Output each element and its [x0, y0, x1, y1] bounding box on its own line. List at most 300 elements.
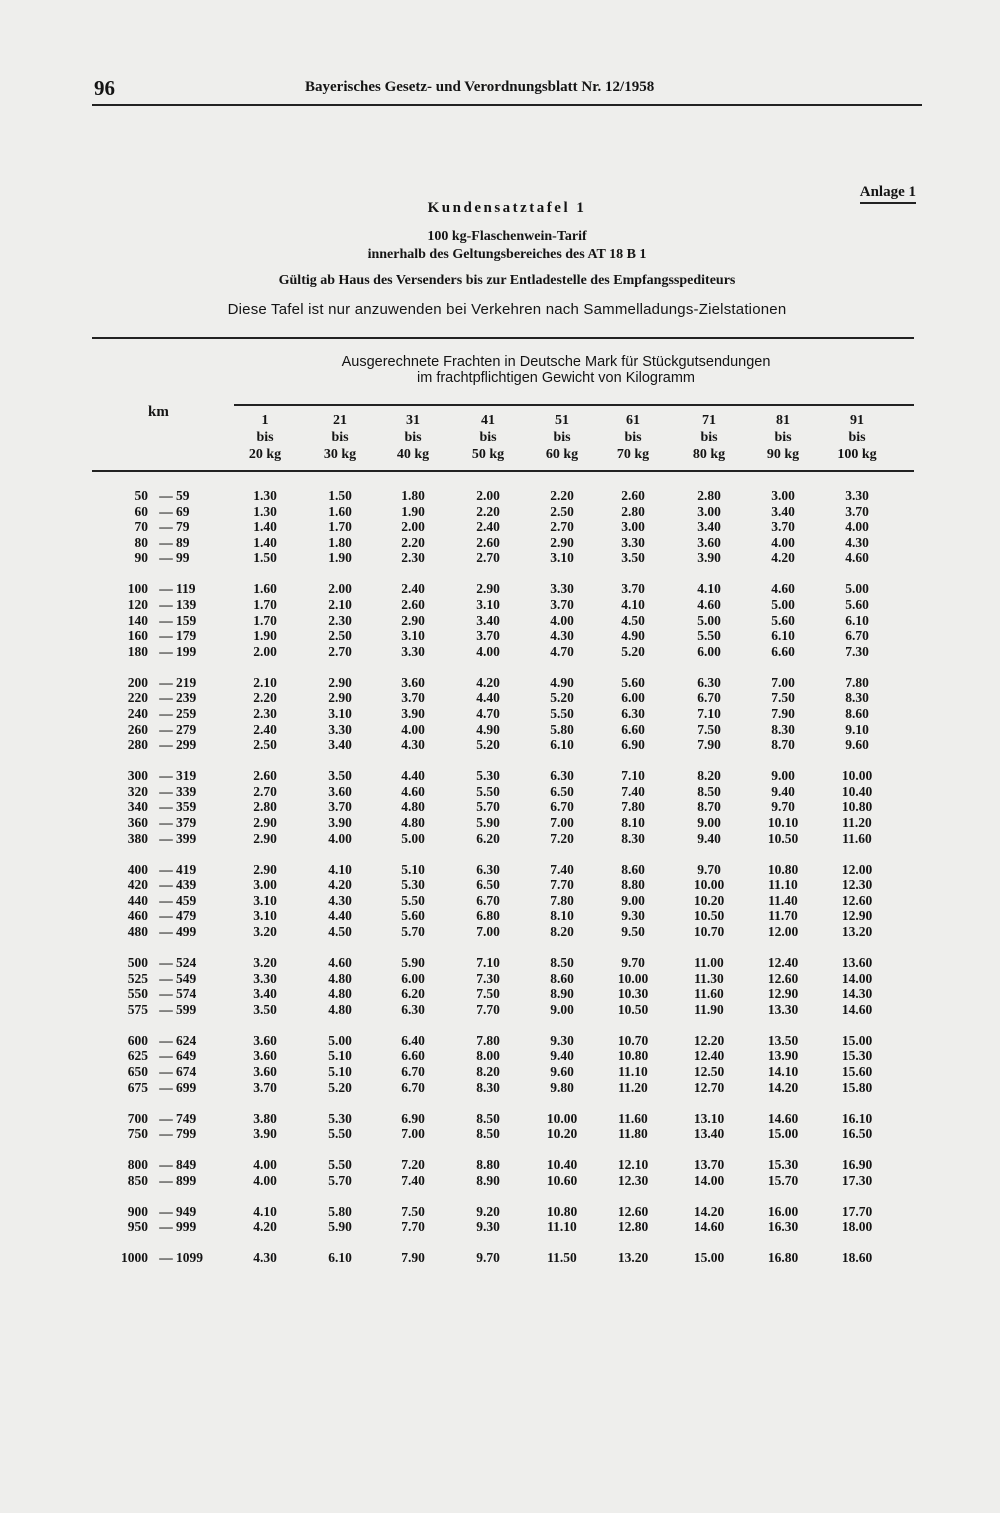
km-range-dash: —: [159, 674, 173, 690]
weight-column-header-bis: bis: [700, 430, 718, 445]
price-cell: 5.00: [771, 597, 795, 612]
price-cell: 5.30: [328, 1110, 352, 1126]
price-cell: 11.90: [694, 1001, 724, 1017]
km-range-dash: —: [159, 955, 173, 970]
price-cell: 6.90: [401, 1110, 425, 1126]
price-cell: 2.90: [253, 830, 277, 846]
price-cell: 7.80: [476, 1032, 500, 1048]
price-cell: 15.80: [841, 1079, 873, 1095]
price-cell: 13.90: [767, 1048, 799, 1064]
price-cell: 5.30: [401, 877, 425, 893]
km-from: 550: [127, 986, 148, 1002]
weight-column-header-from: 21: [333, 413, 347, 428]
price-cell: 14.20: [693, 1203, 725, 1219]
price-cell: 8.20: [476, 1064, 500, 1079]
price-cell: 3.40: [253, 986, 277, 1002]
price-cell: 6.50: [476, 877, 500, 893]
price-cell: 11.60: [842, 830, 872, 846]
km-to: 479: [176, 908, 197, 924]
price-cell: 7.30: [845, 643, 869, 659]
price-cell: 2.80: [621, 503, 645, 519]
km-from: 900: [127, 1203, 148, 1219]
price-cell: 14.20: [767, 1079, 799, 1095]
km-range-dash: —: [159, 970, 173, 986]
price-cell: 5.10: [401, 861, 425, 877]
price-cell: 3.60: [328, 783, 352, 799]
price-cell: 8.20: [697, 768, 721, 784]
weight-column-header-bis: bis: [479, 430, 497, 445]
price-cell: 1.50: [328, 488, 352, 503]
km-from: 440: [127, 892, 148, 908]
table-row: [0, 1048, 1000, 1064]
price-cell: 9.00: [697, 815, 721, 830]
km-from: 280: [127, 737, 148, 753]
km-range-dash: —: [159, 924, 173, 939]
table-row: [0, 1033, 1000, 1049]
km-to: 89: [176, 534, 190, 550]
price-cell: 5.90: [401, 955, 425, 970]
table-row: [0, 581, 1000, 597]
price-cell: 3.90: [253, 1126, 277, 1142]
weight-column-header: [305, 412, 375, 463]
price-cell: 4.40: [476, 690, 500, 706]
price-cell: 10.60: [546, 1172, 578, 1188]
weight-column-header-from: 51: [555, 413, 569, 428]
price-cell: 12.40: [693, 1048, 725, 1064]
km-to: 799: [176, 1126, 197, 1142]
price-cell: 5.90: [328, 1219, 352, 1235]
price-cell: 2.00: [401, 519, 425, 535]
price-cell: 7.90: [697, 737, 721, 753]
price-cell: 12.90: [841, 908, 873, 924]
price-cell: 4.40: [328, 908, 352, 924]
km-range-dash: —: [159, 877, 173, 893]
weight-column-header-from: 41: [481, 413, 495, 428]
header-bottom-rule: [92, 470, 914, 472]
weight-column-header-bis: bis: [256, 430, 274, 445]
price-cell: 4.00: [401, 721, 425, 737]
km-range-dash: —: [159, 1157, 173, 1173]
price-cell: 7.50: [476, 986, 500, 1002]
table-row: [0, 971, 1000, 987]
price-cell: 4.30: [401, 737, 425, 753]
price-cell: 15.00: [841, 1032, 873, 1048]
price-cell: 2.60: [621, 488, 645, 503]
price-cell: 3.60: [253, 1064, 277, 1079]
price-cell: 5.10: [328, 1064, 352, 1079]
price-cell: 1.80: [328, 534, 352, 550]
table-row: [0, 799, 1000, 815]
price-cell: 2.50: [328, 628, 352, 644]
km-to: 999: [176, 1219, 197, 1235]
weight-column-header-to: 40 kg: [396, 447, 430, 462]
km-to: 439: [176, 877, 197, 893]
km-to: 59: [176, 488, 190, 503]
price-cell: 3.30: [328, 721, 352, 737]
price-cell: 7.00: [476, 924, 500, 939]
price-cell: 4.00: [771, 534, 795, 550]
price-cell: 3.70: [253, 1079, 277, 1095]
price-cell: 9.00: [771, 768, 795, 784]
price-cell: 5.80: [328, 1203, 352, 1219]
price-cell: 9.20: [476, 1203, 500, 1219]
km-to: 139: [176, 597, 197, 612]
price-cell: 6.50: [550, 783, 574, 799]
weight-column-header: [527, 412, 597, 463]
price-cell: 14.10: [767, 1064, 799, 1079]
price-cell: 3.70: [328, 799, 352, 815]
km-from: 120: [127, 597, 148, 612]
price-cell: 7.90: [771, 706, 795, 721]
price-cell: 4.60: [845, 550, 869, 566]
table-row: [0, 550, 1000, 566]
km-to: 899: [176, 1172, 197, 1188]
column-header-rule: [234, 404, 914, 406]
price-cell: 8.50: [476, 1110, 500, 1126]
price-cell: 17.70: [841, 1203, 873, 1219]
km-from: 850: [127, 1172, 148, 1188]
price-cell: 5.20: [476, 737, 500, 753]
price-cell: 2.30: [328, 612, 352, 628]
price-cell: 8.30: [621, 830, 645, 846]
price-cell: 8.10: [550, 908, 574, 924]
price-cell: 2.20: [253, 690, 277, 706]
weight-column-header-to: 30 kg: [323, 447, 357, 462]
price-cell: 6.30: [550, 768, 574, 784]
price-cell: 7.00: [771, 674, 795, 690]
km-from: 200: [127, 674, 148, 690]
weight-column-header-to: 20 kg: [248, 447, 282, 462]
km-to: 239: [176, 690, 197, 706]
price-cell: 6.60: [401, 1048, 425, 1064]
price-cell: 3.70: [476, 628, 500, 644]
table-row: [0, 613, 1000, 629]
price-cell: 8.30: [476, 1079, 500, 1095]
price-cell: 3.40: [328, 737, 352, 753]
usage-note: Diese Tafel ist nur anzuwenden bei Verkehren nach Sammelladungs-Zielstationen: [227, 301, 787, 318]
price-cell: 4.20: [771, 550, 795, 566]
price-cell: 4.90: [476, 721, 500, 737]
price-cell: 7.80: [845, 674, 869, 690]
weight-column-header-bis: bis: [331, 430, 349, 445]
km-to: 419: [176, 861, 197, 877]
price-cell: 3.30: [550, 581, 574, 597]
price-cell: 8.80: [621, 877, 645, 893]
price-cell: 4.40: [401, 768, 425, 784]
km-from: 160: [127, 628, 148, 644]
km-range-dash: —: [159, 612, 173, 628]
km-range-dash: —: [159, 1219, 173, 1235]
km-range-dash: —: [159, 550, 173, 566]
price-cell: 13.20: [841, 924, 873, 939]
price-cell: 2.90: [550, 534, 574, 550]
price-cell: 10.80: [617, 1048, 649, 1064]
price-cell: 5.50: [697, 628, 721, 644]
table-row: [0, 1157, 1000, 1173]
price-cell: 3.10: [550, 550, 574, 566]
km-from: 750: [127, 1126, 148, 1142]
weight-column-header-to: 70 kg: [616, 447, 650, 462]
price-cell: 1.80: [401, 488, 425, 503]
price-cell: 4.70: [550, 643, 574, 659]
price-cell: 2.40: [253, 721, 277, 737]
price-cell: 8.60: [845, 706, 869, 721]
price-cell: 9.40: [771, 783, 795, 799]
price-cell: 13.40: [693, 1126, 725, 1142]
price-cell: 16.30: [767, 1219, 799, 1235]
price-cell: 6.70: [550, 799, 574, 815]
price-cell: 2.50: [253, 737, 277, 753]
price-cell: 16.50: [841, 1126, 873, 1142]
price-cell: 7.10: [621, 768, 645, 784]
km-from: 600: [127, 1032, 148, 1048]
price-cell: 7.10: [476, 955, 500, 970]
price-cell: 4.30: [253, 1250, 277, 1266]
price-cell: 12.00: [767, 924, 799, 939]
km-range-dash: —: [159, 986, 173, 1002]
price-cell: 2.90: [328, 690, 352, 706]
tariff-subtitle: 100 kg-Flaschenwein-Tarif: [427, 229, 587, 244]
price-cell: 6.70: [401, 1079, 425, 1095]
price-cell: 7.40: [621, 783, 645, 799]
weight-column-header: [674, 412, 744, 463]
price-cell: 3.60: [253, 1032, 277, 1048]
price-cell: 12.30: [617, 1172, 649, 1188]
price-cell: 3.70: [401, 690, 425, 706]
price-cell: 4.50: [328, 924, 352, 939]
km-range-dash: —: [159, 581, 173, 597]
km-from: 300: [127, 768, 148, 784]
price-cell: 4.20: [328, 877, 352, 893]
km-range-dash: —: [159, 706, 173, 721]
price-cell: 2.90: [476, 581, 500, 597]
price-cell: 10.00: [693, 877, 725, 893]
price-cell: 9.70: [476, 1250, 500, 1266]
price-cell: 8.90: [550, 986, 574, 1002]
price-cell: 5.70: [401, 924, 425, 939]
price-cell: 4.80: [401, 799, 425, 815]
price-cell: 3.60: [697, 534, 721, 550]
km-from: 100: [127, 581, 148, 597]
price-cell: 1.40: [253, 519, 277, 535]
price-cell: 9.60: [550, 1064, 574, 1079]
price-cell: 3.00: [771, 488, 795, 503]
price-cell: 4.30: [845, 534, 869, 550]
price-cell: 2.70: [476, 550, 500, 566]
km-range-dash: —: [159, 830, 173, 846]
km-range-dash: —: [159, 892, 173, 908]
price-cell: 5.00: [697, 612, 721, 628]
price-cell: 2.10: [328, 597, 352, 612]
price-cell: 8.50: [550, 955, 574, 970]
price-cell: 7.70: [550, 877, 574, 893]
price-cell: 5.50: [550, 706, 574, 721]
km-to: 749: [176, 1110, 197, 1126]
price-cell: 14.60: [693, 1219, 725, 1235]
price-cell: 6.10: [550, 737, 574, 753]
table-row: [0, 737, 1000, 753]
price-cell: 8.00: [476, 1048, 500, 1064]
price-cell: 2.90: [253, 815, 277, 830]
km-to: 624: [176, 1032, 197, 1048]
price-cell: 2.00: [253, 643, 277, 659]
km-from: 480: [127, 924, 148, 939]
price-cell: 5.00: [401, 830, 425, 846]
weight-column-header-to: 60 kg: [545, 447, 579, 462]
km-to: 459: [176, 892, 197, 908]
price-cell: 6.60: [621, 721, 645, 737]
km-range-dash: —: [159, 628, 173, 644]
price-cell: 3.40: [771, 503, 795, 519]
price-cell: 4.70: [476, 706, 500, 721]
price-cell: 1.40: [253, 534, 277, 550]
km-from: 675: [127, 1079, 148, 1095]
price-cell: 10.00: [617, 970, 649, 986]
km-from: 220: [127, 690, 148, 706]
price-cell: 7.40: [401, 1172, 425, 1188]
price-cell: 15.70: [767, 1172, 799, 1188]
price-cell: 12.70: [693, 1079, 725, 1095]
price-cell: 2.70: [253, 783, 277, 799]
price-cell: 2.30: [401, 550, 425, 566]
price-cell: 3.90: [697, 550, 721, 566]
price-cell: 12.60: [617, 1203, 649, 1219]
price-cell: 11.00: [694, 955, 724, 970]
price-cell: 12.80: [617, 1219, 649, 1235]
price-cell: 8.10: [621, 815, 645, 830]
weight-column-header-from: 61: [626, 413, 640, 428]
price-cell: 5.70: [328, 1172, 352, 1188]
price-cell: 9.70: [697, 861, 721, 877]
price-cell: 3.70: [550, 597, 574, 612]
km-to: 524: [176, 955, 197, 970]
km-range-dash: —: [159, 737, 173, 753]
km-range-dash: —: [159, 1048, 173, 1064]
price-cell: 8.50: [697, 783, 721, 799]
price-cell: 3.50: [621, 550, 645, 566]
km-from: 60: [134, 503, 148, 519]
table-row: [0, 955, 1000, 971]
km-to: 99: [176, 550, 190, 566]
km-from: 400: [127, 861, 148, 877]
table-row: [0, 675, 1000, 691]
page-number: 96: [94, 76, 115, 100]
price-cell: 1.60: [253, 581, 277, 597]
price-cell: 16.10: [841, 1110, 873, 1126]
price-cell: 7.20: [550, 830, 574, 846]
price-cell: 5.20: [328, 1079, 352, 1095]
km-to: 219: [176, 674, 197, 690]
price-cell: 9.30: [550, 1032, 574, 1048]
km-to: 949: [176, 1203, 197, 1219]
price-cell: 11.50: [547, 1250, 577, 1266]
price-cell: 6.70: [697, 690, 721, 706]
price-cell: 12.10: [617, 1157, 649, 1173]
price-cell: 10.40: [841, 783, 873, 799]
km-from: 240: [127, 706, 148, 721]
price-cell: 13.70: [693, 1157, 725, 1173]
km-from: 950: [127, 1219, 148, 1235]
price-cell: 3.50: [328, 768, 352, 784]
price-cell: 12.60: [767, 970, 799, 986]
km-range-dash: —: [159, 643, 173, 659]
km-from: 140: [127, 612, 148, 628]
price-cell: 8.50: [476, 1126, 500, 1142]
price-cell: 4.00: [550, 612, 574, 628]
km-from: 320: [127, 783, 148, 799]
price-cell: 3.10: [328, 706, 352, 721]
price-cell: 2.50: [550, 503, 574, 519]
table-row: [0, 1111, 1000, 1127]
price-cell: 2.80: [697, 488, 721, 503]
km-from: 420: [127, 877, 148, 893]
km-range-dash: —: [159, 861, 173, 877]
price-cell: 1.90: [253, 628, 277, 644]
km-from: 260: [127, 721, 148, 737]
price-cell: 11.20: [618, 1079, 648, 1095]
km-to: 599: [176, 1001, 197, 1017]
price-cell: 17.30: [841, 1172, 873, 1188]
price-cell: 4.60: [771, 581, 795, 597]
km-to: 69: [176, 503, 190, 519]
scope-subtitle: innerhalb des Geltungsbereiches des AT 18 B 1: [367, 247, 647, 262]
table-row: [0, 504, 1000, 520]
km-to: 279: [176, 721, 197, 737]
weight-column-header: [230, 412, 300, 463]
km-range-dash: —: [159, 908, 173, 924]
km-to: 849: [176, 1157, 197, 1173]
price-cell: 6.10: [845, 612, 869, 628]
price-cell: 15.30: [767, 1157, 799, 1173]
km-range-dash: —: [159, 1079, 173, 1095]
price-cell: 4.00: [476, 643, 500, 659]
km-from: 70: [134, 519, 148, 535]
price-cell: 6.60: [771, 643, 795, 659]
price-cell: 9.70: [771, 799, 795, 815]
km-from: 360: [127, 815, 148, 830]
validity-line: Gültig ab Haus des Versenders bis zur Entladestelle des Empfangsspediteurs: [278, 273, 736, 288]
price-cell: 9.80: [550, 1079, 574, 1095]
weight-column-header-from: 91: [850, 413, 864, 428]
price-cell: 1.70: [328, 519, 352, 535]
km-to: 399: [176, 830, 197, 846]
price-cell: 11.10: [547, 1219, 577, 1235]
price-cell: 11.20: [842, 815, 872, 830]
price-cell: 3.00: [253, 877, 277, 893]
price-cell: 10.20: [546, 1126, 578, 1142]
price-cell: 4.80: [328, 986, 352, 1002]
km-from: 180: [127, 643, 148, 659]
price-cell: 12.90: [767, 986, 799, 1002]
price-cell: 5.50: [401, 892, 425, 908]
km-to: 259: [176, 706, 197, 721]
km-range-dash: —: [159, 1032, 173, 1048]
price-cell: 14.00: [693, 1172, 725, 1188]
price-cell: 9.30: [476, 1219, 500, 1235]
price-cell: 7.50: [401, 1203, 425, 1219]
km-to: 179: [176, 628, 197, 644]
price-cell: 4.30: [328, 892, 352, 908]
price-cell: 10.50: [693, 908, 725, 924]
weight-column-header-bis: bis: [553, 430, 571, 445]
price-cell: 6.30: [401, 1001, 425, 1017]
price-cell: 11.60: [694, 986, 724, 1002]
price-cell: 2.90: [328, 674, 352, 690]
weight-column-header-to: 90 kg: [766, 447, 800, 462]
price-cell: 7.50: [697, 721, 721, 737]
price-cell: 6.70: [845, 628, 869, 644]
price-cell: 6.00: [621, 690, 645, 706]
